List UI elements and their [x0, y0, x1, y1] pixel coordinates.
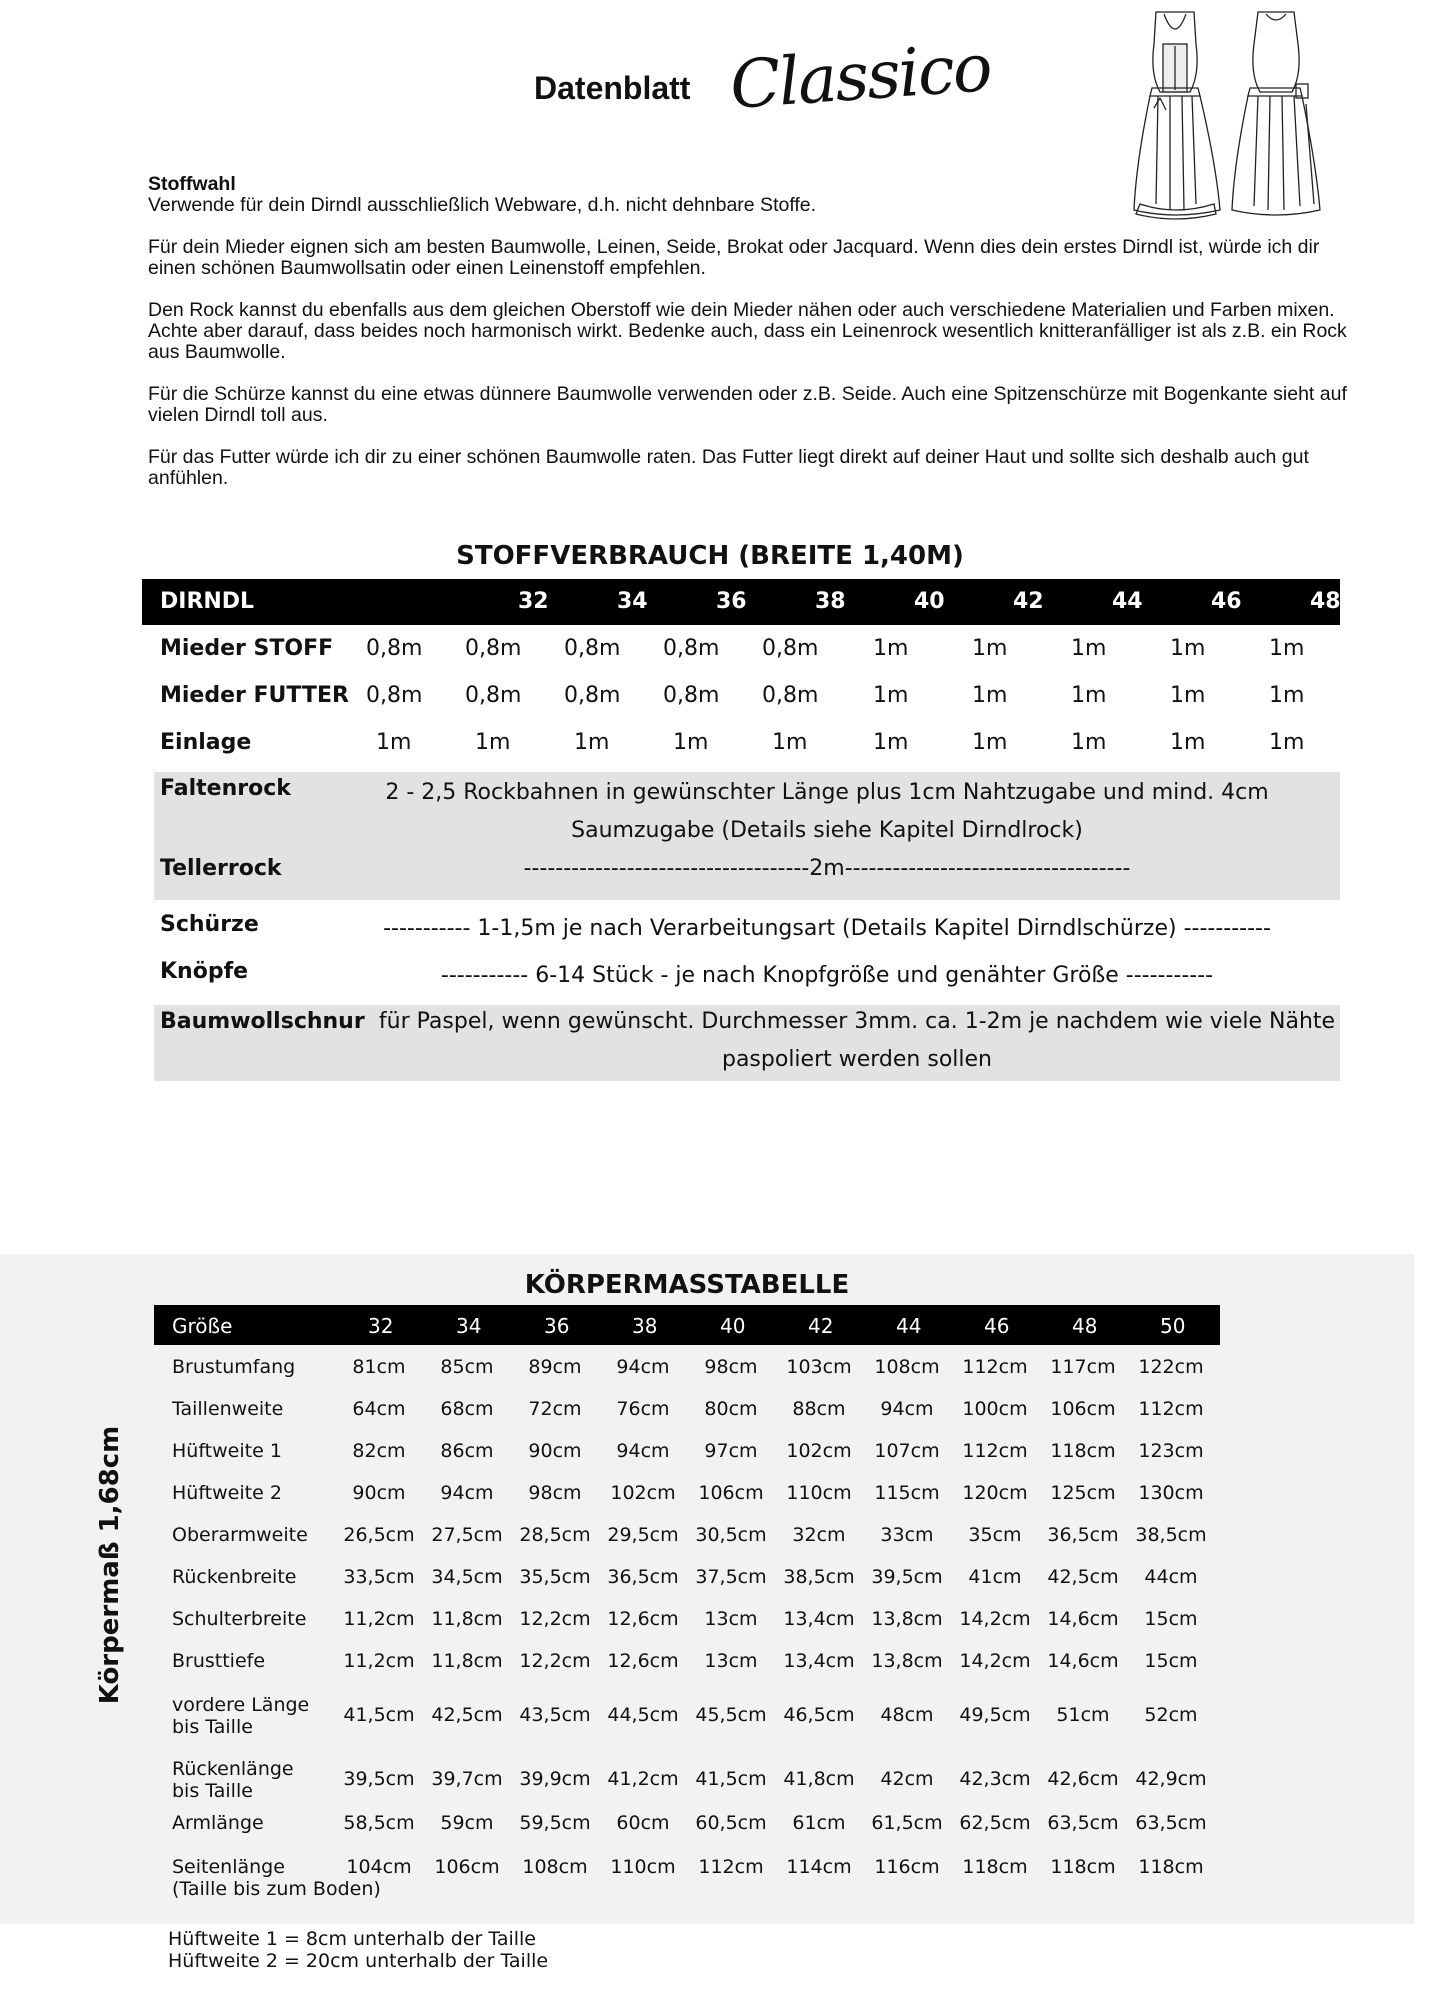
table-cell: 41,2cm: [607, 1768, 679, 1790]
table-cell: 27,5cm: [431, 1524, 503, 1546]
row-label: Tellerrock: [160, 856, 282, 881]
size-header: 38: [632, 1314, 658, 1338]
row-label: [172, 1694, 309, 1738]
table-cell: 1m: [873, 636, 909, 661]
table-cell: 37,5cm: [695, 1566, 767, 1588]
table-cell: 1m: [475, 730, 511, 755]
row-label: [172, 1758, 294, 1802]
size-header: 42: [1013, 589, 1044, 614]
table-cell: 42,9cm: [1135, 1768, 1207, 1790]
cord-text-line: paspoliert werden sollen: [721, 1047, 992, 1072]
intro-paragraph: Den Rock kannst du ebenfalls aus dem gleichen Oberstoff wie dein Mieder nähen oder auch verschiedene Materialien und Farben mixen. Achte aber darauf, dass beides noch harmonisch wirkt. Bedenke auch, dass ein Leinenrock wesentlich knitteranfälliger ist als z.B. ein Rock aus Baumwolle.: [148, 299, 1347, 363]
table-cell: 1m: [1170, 683, 1206, 708]
table-cell: 33cm: [880, 1524, 934, 1546]
row-label: Einlage: [160, 730, 252, 755]
table-cell: 90cm: [352, 1482, 406, 1504]
table-cell: 94cm: [616, 1356, 670, 1378]
table-cell: 1m: [1170, 730, 1206, 755]
fabric-usage-title: STOFFVERBRAUCH (BREITE 1,40M): [456, 541, 964, 571]
table-cell: 32cm: [792, 1524, 846, 1546]
table-cell: 114cm: [786, 1856, 852, 1878]
table-cell: 28,5cm: [519, 1524, 591, 1546]
size-header: 46: [984, 1314, 1010, 1338]
table-cell: 0,8m: [762, 636, 819, 661]
table-cell: 118cm: [962, 1856, 1028, 1878]
table-cell: 41,5cm: [343, 1704, 415, 1726]
size-header: 36: [716, 589, 747, 614]
row-label-line: Brustumfang: [172, 1356, 296, 1378]
row-label: Knöpfe: [160, 959, 249, 984]
table-cell: 64cm: [352, 1398, 406, 1420]
fabric-table-header: [142, 579, 1440, 625]
size-header: 48: [1310, 589, 1341, 614]
header-label: Größe: [172, 1314, 233, 1338]
table-cell: 1m: [972, 730, 1008, 755]
knoepfe-text: ----------- 6-14 Stück - je nach Knopfgröße und genähter Größe -----------: [440, 963, 1214, 988]
table-cell: 39,5cm: [343, 1768, 415, 1790]
row-label-line: Hüftweite 1: [172, 1440, 282, 1462]
table-cell: 0,8m: [663, 636, 720, 661]
footnote: Hüftweite 2 = 20cm unterhalb der Taille: [168, 1950, 549, 1972]
table-cell: 115cm: [874, 1482, 940, 1504]
intro-paragraph: Für das Futter würde ich dir zu einer schönen Baumwolle raten. Das Futter liegt direkt auf deiner Haut und sollte sich deshalb auch gut anfühlen.: [148, 446, 1309, 489]
table-cell: 11,2cm: [343, 1650, 415, 1672]
cord-text-line: für Paspel, wenn gewünscht. Durchmesser 3mm. ca. 1-2m je nachdem wie viele Nähte: [378, 1009, 1336, 1034]
table-cell: 59cm: [440, 1812, 494, 1834]
table-cell: 14,2cm: [959, 1608, 1031, 1630]
size-header: 32: [368, 1314, 394, 1338]
size-header: 32: [518, 589, 549, 614]
table-cell: 94cm: [616, 1440, 670, 1462]
row-label: [172, 1356, 295, 1378]
table-cell: 106cm: [698, 1482, 764, 1504]
table-cell: 44cm: [1144, 1566, 1198, 1588]
size-header: 46: [1211, 589, 1242, 614]
size-header: 38: [815, 589, 846, 614]
table-cell: 26,5cm: [343, 1524, 415, 1546]
table-cell: 1m: [772, 730, 808, 755]
table-cell: 13,4cm: [783, 1650, 855, 1672]
table-cell: 110cm: [786, 1482, 852, 1504]
row-label-line: Taillenweite: [172, 1398, 284, 1420]
table-cell: 103cm: [786, 1356, 852, 1378]
row-label: [172, 1566, 296, 1588]
cord-row: [154, 1005, 1340, 1081]
table-cell: 42cm: [880, 1768, 934, 1790]
size-header: 44: [896, 1314, 922, 1338]
table-cell: 63,5cm: [1135, 1812, 1207, 1834]
table-cell: 39,5cm: [871, 1566, 943, 1588]
row-label: Mieder FUTTER: [160, 683, 349, 708]
table-cell: 102cm: [786, 1440, 852, 1462]
table-cell: 80cm: [704, 1398, 758, 1420]
table-cell: 112cm: [698, 1856, 764, 1878]
table-cell: 85cm: [440, 1356, 494, 1378]
table-cell: 48cm: [880, 1704, 934, 1726]
fabric-choice-heading: Stoffwahl: [148, 173, 236, 195]
table-cell: 112cm: [962, 1440, 1028, 1462]
table-cell: 42,6cm: [1047, 1768, 1119, 1790]
table-row: [142, 630, 1340, 670]
table-cell: 108cm: [874, 1356, 940, 1378]
table-cell: 63,5cm: [1047, 1812, 1119, 1834]
table-cell: 39,7cm: [431, 1768, 503, 1790]
table-cell: 13,8cm: [871, 1650, 943, 1672]
table-cell: 94cm: [440, 1482, 494, 1504]
row-label: [172, 1524, 308, 1546]
table-cell: 14,2cm: [959, 1650, 1031, 1672]
table-cell: 120cm: [962, 1482, 1028, 1504]
table-cell: 11,8cm: [431, 1608, 503, 1630]
table-cell: 30,5cm: [695, 1524, 767, 1546]
table-cell: 49,5cm: [959, 1704, 1031, 1726]
row-label: Schürze: [160, 912, 259, 937]
table-cell: 125cm: [1050, 1482, 1116, 1504]
table-cell: 1m: [1071, 730, 1107, 755]
table-cell: 86cm: [440, 1440, 494, 1462]
table-cell: 89cm: [528, 1356, 582, 1378]
table-cell: 1m: [574, 730, 610, 755]
table-cell: 1m: [1170, 636, 1206, 661]
table-cell: 1m: [1071, 683, 1107, 708]
row-label-line: vordere Länge: [172, 1694, 310, 1716]
table-cell: 112cm: [1138, 1398, 1204, 1420]
table-cell: 41,5cm: [695, 1768, 767, 1790]
table-cell: 34,5cm: [431, 1566, 503, 1588]
table-cell: 12,6cm: [607, 1650, 679, 1672]
table-cell: 15cm: [1144, 1650, 1198, 1672]
table-cell: 72cm: [528, 1398, 582, 1420]
table-cell: 98cm: [528, 1482, 582, 1504]
schuerze-text: ----------- 1-1,5m je nach Verarbeitungsart (Details Kapitel Dirndlschürze) -----------: [383, 916, 1271, 941]
table-cell: 61,5cm: [871, 1812, 943, 1834]
row-label: [172, 1812, 264, 1834]
table-row: [142, 724, 1340, 764]
table-cell: 108cm: [522, 1856, 588, 1878]
size-header: 50: [1409, 589, 1440, 614]
footnote: Hüftweite 1 = 8cm unterhalb der Taille: [168, 1928, 536, 1950]
table-cell: 81cm: [352, 1356, 406, 1378]
table-cell: 60,5cm: [695, 1812, 767, 1834]
table-cell: 118cm: [1050, 1440, 1116, 1462]
row-label-line: bis Taille: [172, 1780, 253, 1802]
size-header: 50: [1160, 1314, 1186, 1338]
size-header: 40: [720, 1314, 746, 1338]
size-header: 34: [617, 589, 648, 614]
table-cell: 58,5cm: [343, 1812, 415, 1834]
table-cell: 39,9cm: [519, 1768, 591, 1790]
table-cell: 35,5cm: [519, 1566, 591, 1588]
table-cell: 0,8m: [564, 683, 621, 708]
table-cell: 14,6cm: [1047, 1650, 1119, 1672]
row-label-line: Rückenbreite: [172, 1566, 297, 1588]
table-cell: 1m: [1269, 683, 1305, 708]
table-cell: 38,5cm: [783, 1566, 855, 1588]
table-cell: 0,8m: [465, 683, 522, 708]
table-cell: 13,8cm: [871, 1608, 943, 1630]
table-cell: 106cm: [1050, 1398, 1116, 1420]
table-cell: 52cm: [1144, 1704, 1198, 1726]
table-cell: 98cm: [704, 1356, 758, 1378]
table-cell: 82cm: [352, 1440, 406, 1462]
table-cell: 1m: [873, 730, 909, 755]
table-cell: 41,8cm: [783, 1768, 855, 1790]
table-cell: 0,8m: [366, 683, 423, 708]
size-header: 36: [544, 1314, 570, 1338]
table-cell: 11,2cm: [343, 1608, 415, 1630]
table-cell: 1m: [1071, 636, 1107, 661]
header-label: DIRNDL: [160, 589, 255, 614]
table-cell: 41cm: [968, 1566, 1022, 1588]
measure-table-header: [154, 1305, 1220, 1345]
row-label-line: Schulterbreite: [172, 1608, 307, 1630]
table-cell: 123cm: [1138, 1440, 1204, 1462]
table-cell: 0,8m: [465, 636, 522, 661]
table-cell: 0,8m: [762, 683, 819, 708]
intro-paragraph: Für die Schürze kannst du eine etwas dünnere Baumwolle verwenden oder z.B. Seide. Auch eine Spitzenschürze mit Bogenkante sieht auf vielen Dirndl toll aus.: [148, 383, 1347, 426]
table-cell: 60cm: [616, 1812, 670, 1834]
table-cell: 33,5cm: [343, 1566, 415, 1588]
table-cell: 29,5cm: [607, 1524, 679, 1546]
table-cell: 107cm: [874, 1440, 940, 1462]
table-cell: 62,5cm: [959, 1812, 1031, 1834]
table-cell: 51cm: [1056, 1704, 1110, 1726]
measure-title: KÖRPERMASSTABELLE: [524, 1270, 850, 1300]
table-cell: 97cm: [704, 1440, 758, 1462]
table-cell: 42,5cm: [431, 1704, 503, 1726]
table-cell: 118cm: [1138, 1856, 1204, 1878]
table-cell: 12,2cm: [519, 1650, 591, 1672]
table-cell: 118cm: [1050, 1856, 1116, 1878]
tellerrock-text: ------------------------------------2m------------------------------------: [523, 856, 1131, 881]
page-title: Datenblatt: [534, 70, 691, 106]
table-cell: 42,5cm: [1047, 1566, 1119, 1588]
table-cell: 106cm: [434, 1856, 500, 1878]
skirt-rows: [154, 772, 1340, 900]
table-cell: 130cm: [1138, 1482, 1204, 1504]
table-cell: 61cm: [792, 1812, 846, 1834]
table-cell: 15cm: [1144, 1608, 1198, 1630]
intro-paragraph: Für dein Mieder eignen sich am besten Baumwolle, Leinen, Seide, Brokat oder Jacquard. Wenn dies dein erstes Dirndl ist, würde ich dir einen schönen Baumwollsatin oder einen Leinenstoff empfehlen.: [148, 236, 1320, 279]
table-cell: 100cm: [962, 1398, 1028, 1420]
size-header: 44: [1112, 589, 1143, 614]
table-cell: 112cm: [962, 1356, 1028, 1378]
table-cell: 45,5cm: [695, 1704, 767, 1726]
table-cell: 0,8m: [663, 683, 720, 708]
row-label: Faltenrock: [160, 776, 291, 801]
body-height-label: Körpermaß 1,68cm: [95, 1425, 125, 1705]
table-cell: 35cm: [968, 1524, 1022, 1546]
table-cell: 42,3cm: [959, 1768, 1031, 1790]
table-cell: 1m: [673, 730, 709, 755]
row-label-line: Rückenlänge: [172, 1758, 294, 1780]
table-cell: 102cm: [610, 1482, 676, 1504]
table-cell: 13cm: [704, 1608, 758, 1630]
faltenrock-text-line: 2 - 2,5 Rockbahnen in gewünschter Länge plus 1cm Nahtzugabe und mind. 4cm: [385, 780, 1269, 805]
row-label: Mieder STOFF: [160, 636, 334, 661]
row-label-line: (Taille bis zum Boden): [172, 1878, 381, 1900]
table-cell: 38,5cm: [1135, 1524, 1207, 1546]
table-cell: 1m: [873, 683, 909, 708]
size-header: 40: [914, 589, 945, 614]
table-cell: 11,8cm: [431, 1650, 503, 1672]
table-cell: 1m: [1269, 730, 1305, 755]
faltenrock-text-line: Saumzugabe (Details siehe Kapitel Dirndlrock): [571, 818, 1083, 843]
table-cell: 117cm: [1050, 1356, 1116, 1378]
table-cell: 36,5cm: [1047, 1524, 1119, 1546]
table-cell: 44,5cm: [607, 1704, 679, 1726]
table-cell: 122cm: [1138, 1356, 1204, 1378]
table-cell: 1m: [972, 636, 1008, 661]
row-label: Baumwollschnur: [160, 1009, 365, 1034]
size-header: 48: [1072, 1314, 1098, 1338]
row-label-line: Oberarmweite: [172, 1524, 308, 1546]
table-cell: 88cm: [792, 1398, 846, 1420]
table-cell: 104cm: [346, 1856, 412, 1878]
table-cell: 116cm: [874, 1856, 940, 1878]
table-cell: 0,8m: [564, 636, 621, 661]
table-cell: 1m: [972, 683, 1008, 708]
row-label: [172, 1398, 283, 1420]
row-label: [172, 1650, 265, 1672]
table-cell: 76cm: [616, 1398, 670, 1420]
table-cell: 59,5cm: [519, 1812, 591, 1834]
table-cell: 1m: [1269, 636, 1305, 661]
row-label-line: Brusttiefe: [172, 1650, 266, 1672]
size-header: 34: [456, 1314, 482, 1338]
table-cell: 43,5cm: [519, 1704, 591, 1726]
table-cell: 94cm: [880, 1398, 934, 1420]
pattern-name: Classico: [727, 29, 993, 124]
table-cell: 68cm: [440, 1398, 494, 1420]
table-cell: 13cm: [704, 1650, 758, 1672]
row-label: [172, 1440, 282, 1462]
row-label-line: Armlänge: [172, 1812, 264, 1834]
table-cell: 1m: [376, 730, 412, 755]
intro-paragraph: Verwende für dein Dirndl ausschließlich Webware, d.h. nicht dehnbare Stoffe.: [148, 194, 817, 216]
fabric-choice-text: [148, 174, 1368, 510]
table-cell: 13,4cm: [783, 1608, 855, 1630]
row-label-line: Seitenlänge: [172, 1856, 285, 1878]
table-cell: 110cm: [610, 1856, 676, 1878]
size-header: 42: [808, 1314, 834, 1338]
row-label: [172, 1482, 282, 1504]
table-cell: 12,2cm: [519, 1608, 591, 1630]
table-cell: 90cm: [528, 1440, 582, 1462]
table-cell: 0,8m: [366, 636, 423, 661]
table-cell: 12,6cm: [607, 1608, 679, 1630]
table-cell: 36,5cm: [607, 1566, 679, 1588]
table-row: [142, 677, 1340, 717]
row-label-line: bis Taille: [172, 1716, 253, 1738]
table-cell: 46,5cm: [783, 1704, 855, 1726]
row-label: [172, 1608, 306, 1630]
row-label-line: Hüftweite 2: [172, 1482, 282, 1504]
table-cell: 14,6cm: [1047, 1608, 1119, 1630]
